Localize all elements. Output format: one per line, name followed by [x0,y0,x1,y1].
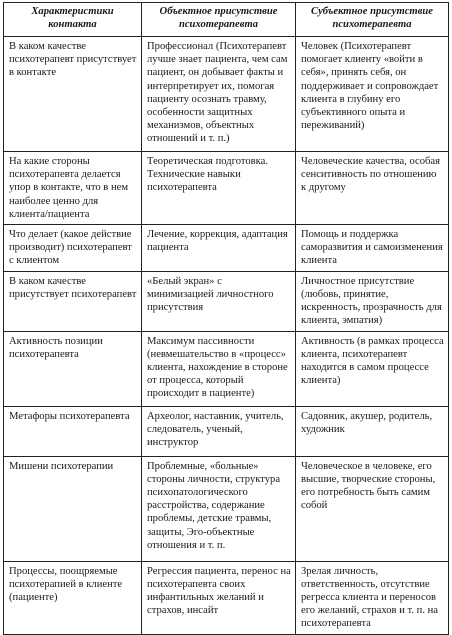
table-row [4,271,449,331]
table-row [4,37,449,152]
header-objective-presence: Объектное присутствие психотерапевта [142,3,296,37]
objective-cell: Профессионал (Психотерапевт лучше знает пациента, чем сам пациент, он добывает факты и интерпретирует их, помогая пациенту осознать травму, особенности защитных механизмов, объектных отношений и т. п.) [142,37,296,152]
objective-cell: Проблемные, «больные» стороны личности, структура психопатологического расстройства, содержание проблемы, детские травмы, защиты, Эго-объектные отношения и т. п. [142,456,296,561]
objective-cell: «Белый экран» с минимизацией личностного присутствия [142,271,296,331]
characteristic-cell: Активность позиции психотерапевта [4,331,142,406]
subjective-cell: Помощь и поддержка саморазвития и самоизменения клиента [296,225,449,272]
objective-cell: Теоретическая подготовка. Технические навыки психотерапевта [142,152,296,225]
characteristic-cell: Процессы, поощряемые психотерапией в клиенте (пациенте) [4,561,142,634]
table-row [4,225,449,272]
objective-cell: Лечение, коррекция, адаптация пациента [142,225,296,272]
subjective-cell: Личностное присутствие (любовь, принятие, искренность, прозрачность для клиента, эмпатия) [296,271,449,331]
subjective-cell: Человеческие качества, особая сенситивность по отношению к другому [296,152,449,225]
subjective-cell: Садовник, акушер, родитель, художник [296,406,449,456]
objective-cell: Археолог, наставник, учитель, следователь, ученый, инструктор [142,406,296,456]
table-row [4,152,449,225]
characteristic-cell: Что делает (какое действие производит) психотерапевт с клиентом [4,225,142,272]
objective-cell: Максимум пассивности (невмешательство в «процесс» клиента, нахождение в стороне от процесса, который происходит в пациенте) [142,331,296,406]
subjective-cell: Зрелая личность, ответственность, отсутствие регресса клиента и переносов его желаний, страхов и т. п. на психотерапевта [296,561,449,634]
characteristic-cell: Метафоры психотерапевта [4,406,142,456]
header-subjective-presence: Субъектное присутствие психотерапевта [296,3,449,37]
subjective-cell: Человеческое в человеке, его высшие, творческие стороны, его потребность быть самим собой [296,456,449,561]
characteristic-cell: На какие стороны психотерапевта делается упор в контакте, что в нем наиболее ценно для клиента/пациента [4,152,142,225]
table-row [4,406,449,456]
comparison-table [3,2,449,635]
objective-cell: Регрессия пациента, перенос на психотерапевта своих инфантильных желаний и страхов, инсайт [142,561,296,634]
subjective-cell: Человек (Психотерапевт помогает клиенту «войти в себя», принять себя, он поддерживает и сопровождает клиента в глубину его субъективного опыта и переживаний) [296,37,449,152]
characteristic-cell: Мишени психотерапии [4,456,142,561]
characteristic-cell: В каком качестве психотерапевт присутствует в контакте [4,37,142,152]
table-row [4,331,449,406]
characteristic-cell: В каком качестве присутствует психотерапевт [4,271,142,331]
table-row [4,561,449,634]
table-row [4,456,449,561]
header-characteristics: Характеристики контакта [4,3,142,37]
table-header-row [4,3,449,37]
subjective-cell: Активность (в рамках процесса клиента, психотерапевт находится в самом процессе клиента) [296,331,449,406]
